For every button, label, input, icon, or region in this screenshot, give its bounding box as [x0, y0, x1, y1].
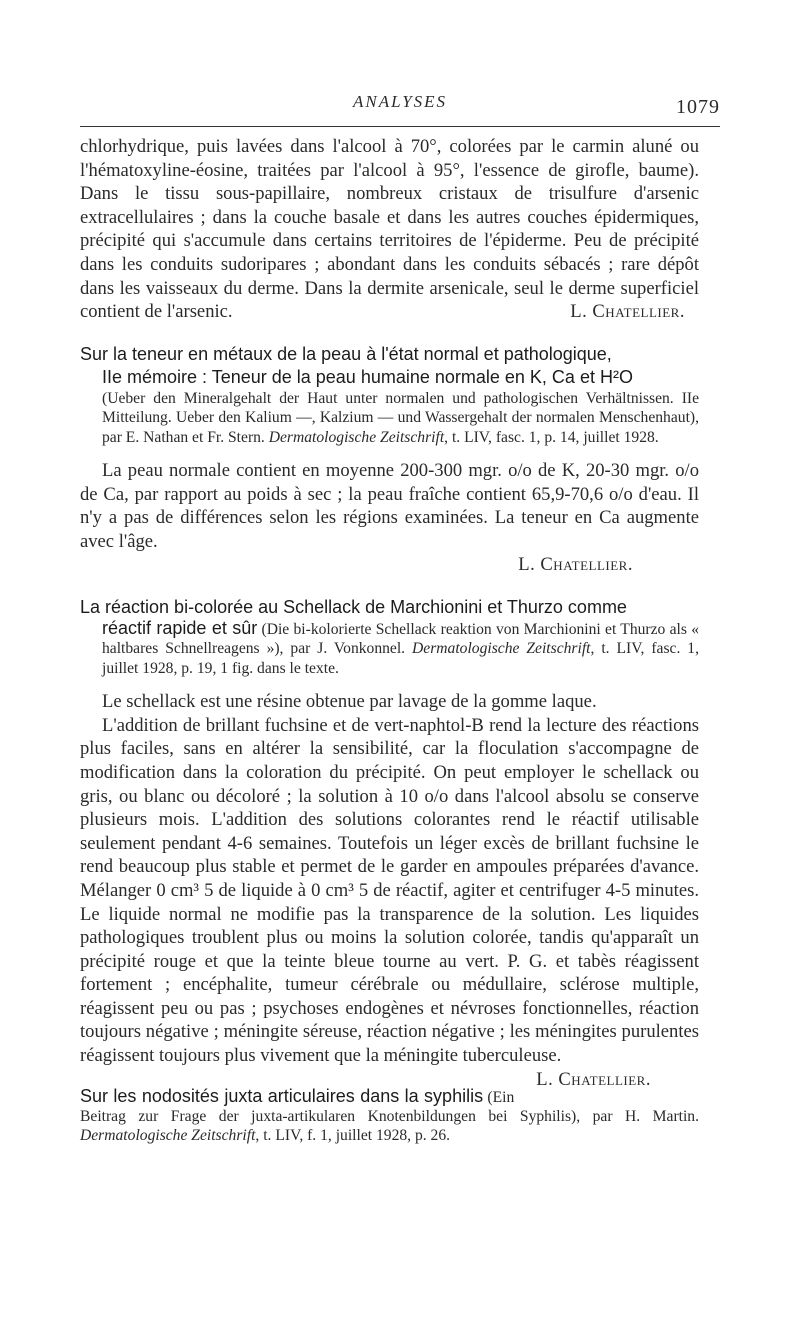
- article-body: [80, 135, 699, 324]
- article-title: Sur la teneur en métaux de la peau à l'état normal et pathologique,: [80, 343, 612, 364]
- article-paragraph: Le schellack est une résine obtenue par lavage de la gomme laque.: [102, 691, 597, 713]
- article-signature: L. Chatellier.: [518, 554, 633, 576]
- article-reference: [80, 389, 699, 447]
- article-title: La réaction bi-colorée au Schellack de Marchionini et Thurzo comme: [80, 596, 627, 617]
- article-paragraph: [80, 714, 699, 1090]
- article-metal-content-skin: [80, 343, 699, 577]
- reference-text: (Ueber den Mineralgehalt der Haut unter normalen und pathologischen Verhältnissen. IIe Mitteilung. Ueber den Kalium —, Kalzium — und Wassergehalt der normalen Menschenhaut), par E. Nathan et Fr. Stern.: [102, 389, 699, 446]
- article-title-continued: IIe mémoire : Teneur de la peau humaine normale en K, Ca et H²O: [102, 366, 633, 387]
- journal-name: Dermatologische Zeitschrift: [80, 1127, 256, 1145]
- running-head: [80, 92, 720, 122]
- running-title: ANALYSES: [352, 92, 448, 111]
- journal-name: Dermatologische Zeitschrift: [268, 428, 445, 446]
- citation-details: , t. LIV, f. 1, juillet 1928, p. 26.: [255, 1127, 451, 1145]
- article-signature: L. Chatellier.: [536, 1068, 651, 1090]
- article-text: chlorhydrique, puis lavées dans l'alcool à 70°, colorées par le carmin aluné ou l'hématoxyline-éosine, traitées par l'alcool à 95°, l'essence de girofle, baume). Dans le tissu sous-papillaire, nombreux cristaux de trisulfure d'arsenic extracellulaires ; dans la couche basale et dans les autres couches épidermiques, précipité qui s'accumule dans certains territoires de l'épiderme. Peu de précipité dans les conduits sudoripares ; abondant dans les conduits sébacés ; rare dépôt dans les vaisseaux du derme. Dans la dermite arsenicale, seul le derme superficiel contient de l'arsenic.: [80, 136, 699, 323]
- reference-text: (Ein Beitrag zur Frage der juxta-artikularen Knotenbildungen bei Syphilis), par H. Martin.: [80, 1088, 699, 1126]
- article-arsenic-continuation: [80, 135, 699, 324]
- reference-text: (Die bi-kolorierte Schellack reaktion von Marchionini et Thurzo als « haltbares Schnellreagens »), par J. Vonkonnel.: [102, 620, 700, 658]
- article-title: Sur les nodosités juxta articulaires dans la syphilis: [80, 1085, 484, 1106]
- page-content: [80, 135, 699, 1146]
- header-rule: [80, 126, 720, 127]
- paragraph-text: L'addition de brillant fuchsine et de vert-naphtol-B rend la lecture des réactions plus faciles, sans en altérer la sensibilité, car la floculation s'accompagne de modification dans la coloration du précipité. On peut employer le schellack ou gris, ou blanc ou décoloré ; la solution à 10 o/o dans l'alcool absolu se conserve plusieurs mois. L'addition des solutions colorantes rend le réactif utilisable seulement pendant 4-6 semaines. Toutefois un léger excès de brillant fuchsine le rend beaucoup plus stable et permet de le garder en ampoules préparées d'avance. Mélanger 0 cm³ 5 de liquide à 0 cm³ 5 de réactif, agiter et centrifuger 4-5 minutes. Le liquide normal ne modifie pas la transparence de la solution. Les liquides pathologiques troublent plus ou moins la solution colorée, tandis qu'apparaît un précipité rouge et que la teinte bleue tourne au vert. P. G. et tabès réagissent fortement ; encéphalite, tumeur cérébrale ou médullaire, sclérose multiple, réagissent peu ou pas ; psychoses endogènes et névroses fonctionnelles, réaction toujours négative ; méningite séreuse, réaction négative ; les méningites purulentes réagissent toujours plus vivement que la méningite tuberculeuse.: [80, 714, 699, 1067]
- article-reference: [80, 619, 699, 678]
- article-signature: L. Chatellier.: [570, 301, 685, 323]
- article-body: La peau normale contient en moyenne 200-300 mgr. o/o de K, 20-30 mgr. o/o de Ca, par rapport au poids à sec ; la peau fraîche contient 65,9-70,6 o/o d'eau. Il n'y a pas de différences selon les régions examinées. La teneur en Ca augmente avec l'âge.: [80, 459, 699, 552]
- article-reference: [80, 1087, 699, 1146]
- article-title-continued: réactif rapide et sûr: [102, 617, 258, 638]
- citation-details: , t. LIV, fasc. 1, juillet 1928, p. 19, 1 fig. dans le texte.: [102, 640, 699, 677]
- journal-name: Dermatologische Zeitschrift: [412, 640, 591, 658]
- page-number: 1079: [676, 96, 720, 118]
- article-juxta-articular-nodules: [80, 1087, 699, 1146]
- citation-details: , t. LIV, fasc. 1, p. 14, juillet 1928.: [444, 428, 659, 446]
- article-schellack-reaction: [80, 596, 700, 1090]
